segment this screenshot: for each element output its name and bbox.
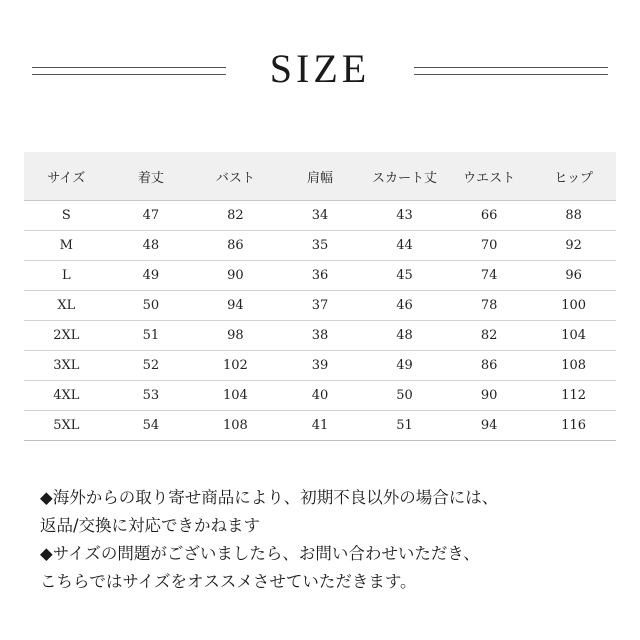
note-line: ◆サイズの問題がございましたら、お問い合わせいただき、 [40, 544, 480, 563]
table-cell: 54 [109, 411, 194, 441]
table-row [24, 411, 616, 441]
table-cell: 50 [362, 381, 447, 411]
note-line: ◆海外からの取り寄せ商品により、初期不良以外の場合には、 [40, 488, 499, 507]
header-bust: バスト [193, 152, 278, 201]
table-row [24, 231, 616, 261]
table-cell: 49 [362, 351, 447, 381]
note-line: 返品/交換に対応できかねます [40, 516, 261, 535]
table-row [24, 351, 616, 381]
table-cell: 78 [447, 291, 532, 321]
table-cell: 92 [531, 231, 616, 261]
table-row [24, 381, 616, 411]
header-hip: ヒップ [531, 152, 616, 201]
table-cell: 94 [447, 411, 532, 441]
table-cell: 2XL [24, 321, 109, 351]
table-row [24, 201, 616, 231]
table-cell: 34 [278, 201, 363, 231]
page-title: SIZE [269, 46, 371, 91]
table-cell: 53 [109, 381, 194, 411]
table-cell: 49 [109, 261, 194, 291]
table-cell: 51 [362, 411, 447, 441]
table-cell: 104 [193, 381, 278, 411]
table-row [24, 261, 616, 291]
table-cell: 94 [193, 291, 278, 321]
table-cell: 47 [109, 201, 194, 231]
table-cell: 37 [278, 291, 363, 321]
table-cell: 98 [193, 321, 278, 351]
table-cell: 43 [362, 201, 447, 231]
table-cell: 52 [109, 351, 194, 381]
table-cell: 96 [531, 261, 616, 291]
table-cell: 82 [193, 201, 278, 231]
table-cell: XL [24, 291, 109, 321]
table-cell: 41 [278, 411, 363, 441]
table-cell: 5XL [24, 411, 109, 441]
notes-section [40, 484, 630, 596]
size-table [24, 152, 616, 441]
title-section [0, 45, 640, 100]
table-cell: 100 [531, 291, 616, 321]
table-row [24, 291, 616, 321]
header-shoulder: 肩幅 [278, 152, 363, 201]
header-waist: ウエスト [447, 152, 532, 201]
table-cell: 86 [193, 231, 278, 261]
table-cell: 38 [278, 321, 363, 351]
table-cell: 112 [531, 381, 616, 411]
table-cell: 39 [278, 351, 363, 381]
table-cell: 46 [362, 291, 447, 321]
header-skirt-length: スカート丈 [362, 152, 447, 201]
header-size: サイズ [24, 152, 109, 201]
table-cell: 88 [531, 201, 616, 231]
table-cell: 4XL [24, 381, 109, 411]
table-cell: 82 [447, 321, 532, 351]
table-cell: 108 [531, 351, 616, 381]
table-cell: 48 [109, 231, 194, 261]
header-length: 着丈 [109, 152, 194, 201]
table-cell: 48 [362, 321, 447, 351]
table-cell: M [24, 231, 109, 261]
table-header-row [24, 152, 616, 201]
title-rule-right [414, 67, 608, 75]
table-cell: 44 [362, 231, 447, 261]
table-cell: 102 [193, 351, 278, 381]
table-cell: 116 [531, 411, 616, 441]
table-cell: 51 [109, 321, 194, 351]
table-cell: 3XL [24, 351, 109, 381]
table-cell: S [24, 201, 109, 231]
table-row [24, 321, 616, 351]
table-cell: 40 [278, 381, 363, 411]
table-cell: 36 [278, 261, 363, 291]
table-cell: 108 [193, 411, 278, 441]
note-line: こちらではサイズをオススメさせていただきます。 [40, 572, 417, 591]
table-cell: 70 [447, 231, 532, 261]
table-cell: 50 [109, 291, 194, 321]
table-cell: 66 [447, 201, 532, 231]
table-cell: 90 [447, 381, 532, 411]
table-cell: 74 [447, 261, 532, 291]
table-cell: 90 [193, 261, 278, 291]
table-cell: L [24, 261, 109, 291]
table-cell: 86 [447, 351, 532, 381]
table-cell: 45 [362, 261, 447, 291]
table-cell: 104 [531, 321, 616, 351]
table-cell: 35 [278, 231, 363, 261]
